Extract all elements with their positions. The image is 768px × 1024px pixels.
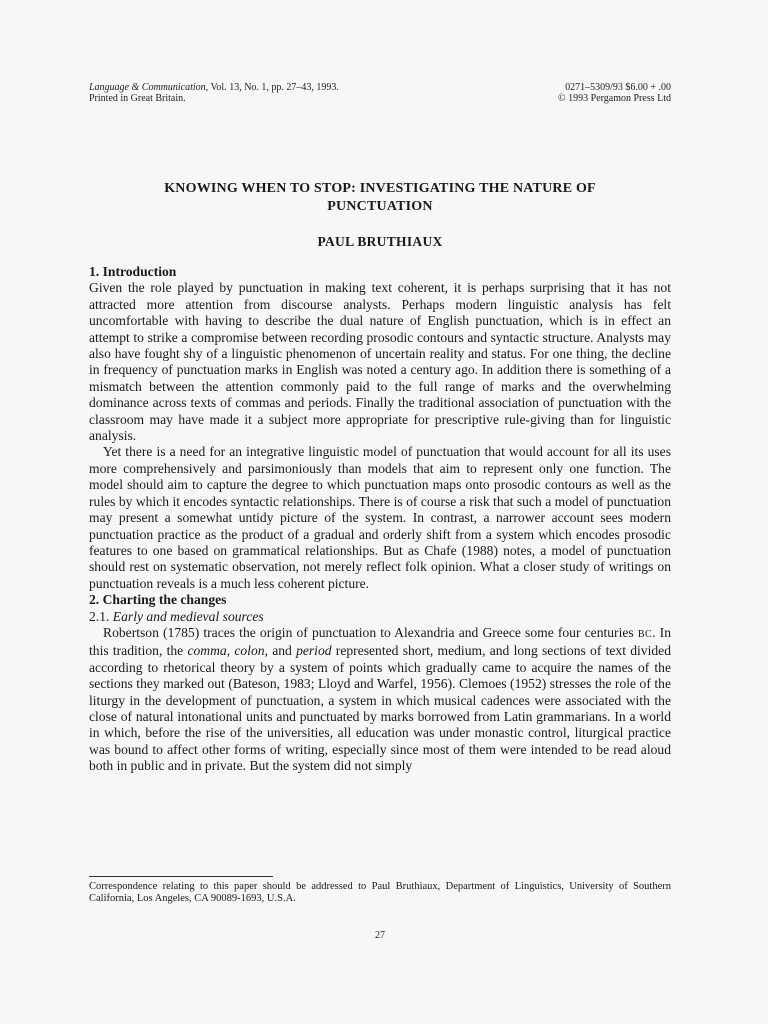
footnote-rule — [89, 876, 273, 877]
section-2-paragraph-1 — [89, 625, 671, 775]
section-1-heading: 1. Introduction — [89, 264, 177, 279]
copyright-line: © 1993 Pergamon Press Ltd — [558, 93, 671, 104]
era-abbrev: BC — [637, 628, 653, 640]
article-title — [89, 180, 671, 216]
term-comma: comma — [187, 643, 227, 659]
header-citation — [89, 82, 339, 104]
journal-name: Language & Communication — [89, 82, 206, 93]
article-author: PAUL BRUTHIAUX — [317, 234, 443, 249]
para-text-b: . In this tradition, the — [89, 624, 671, 659]
title-line-1: KNOWING WHEN TO STOP: INVESTIGATING THE NATURE OF — [164, 181, 596, 196]
term-period: period — [296, 643, 332, 659]
subsection-2-1-heading — [89, 609, 671, 625]
title-line-2: PUNCTUATION — [327, 199, 433, 214]
footnote: Correspondence relating to this paper should be addressed to Paul Bruthiaux, Department of Linguistics, University of Southern California, Los Angeles, CA 90089-1693, U.S.A. — [89, 881, 671, 904]
intro-paragraph-2: Yet there is a need for an integrative linguistic model of punctuation that would account for all its uses more comprehensively and parsimoniously than models that aim to represent only one function. The model should aim to capture the degree to which punctuation maps onto prosodic contours as well as the rules by which it encodes syntactic relationships. There is of course a risk that such a model of punctuation may present a somewhat untidy picture of the system. In contrast, a narrower account sees modern punctuation practice as the product of a gradual and orderly shift from a system which encodes prosodic features to one based on grammatical relationships. But as Chafe (1988) notes, a model of punctuation should rest on systematic observation, not merely reflect folk opinion. What a closer study of writings on punctuation reveals is a much less coherent picture. — [89, 444, 671, 591]
subsection-number: 2.1. — [89, 608, 113, 624]
para-text-a: Robertson (1785) traces the origin of punctuation to Alexandria and Greece some four centuries — [103, 624, 638, 640]
para-text-c: , — [226, 643, 235, 659]
running-header — [89, 82, 671, 104]
subsection-title: Early and medieval sources — [112, 608, 264, 624]
para-text-e: represented short, medium, and long sections of text divided according to rhetorical theory by a system of points which gradually came to acquire the names of the sections they marked out (Bateson, 1983; Lloyd and Warfel, 1956). Clemoes (1952) stresses the role of the liturgy in the development of punctuation, a system in which musical cadences were associated with the close of natural intonational units and punctuated by marks borrowed from Latin grammarians. In a world in which, before the rise of the universities, all education was under monastic control, liturgical practice was bound to affect other forms of writing, especially since most of them were intended to be read aloud both in public and in private. But the system did not simply — [89, 643, 671, 774]
page-number: 27 — [375, 930, 385, 941]
article-body — [89, 264, 671, 775]
intro-paragraph-1: Given the role played by punctuation in making text coherent, it is perhaps surprising that it has not attracted more attention from discourse analysts. Perhaps modern linguistic analysis has felt uncomfortable with having to describe the dual nature of English punctuation, which is in effect an attempt to strike a compromise between recording prosodic contours and syntactic structure. Analysts may also have fought shy of a linguistic phenomenon of uncertain reality and status. For one thing, the decline in frequency of punctuation marks in English was noted a century ago. In addition there is something of a mismatch between the attention commonly paid to the full range of marks and the overwhelming dominance across texts of commas and periods. Finally the traditional association of punctuation with the classroom may have made it a subject more appropriate for prescriptive rule-giving than for linguistic analysis. — [89, 280, 671, 444]
section-2-heading: 2. Charting the changes — [89, 592, 227, 608]
para-text-d: , and — [264, 643, 297, 659]
printed-note: Printed in Great Britain. — [89, 93, 186, 104]
citation-details: , Vol. 13, No. 1, pp. 27–43, 1993. — [205, 82, 339, 93]
issn-code: 0271–5309/93 $6.00 + .00 — [565, 82, 671, 93]
term-colon: colon — [234, 643, 265, 659]
header-publisher — [558, 82, 671, 104]
